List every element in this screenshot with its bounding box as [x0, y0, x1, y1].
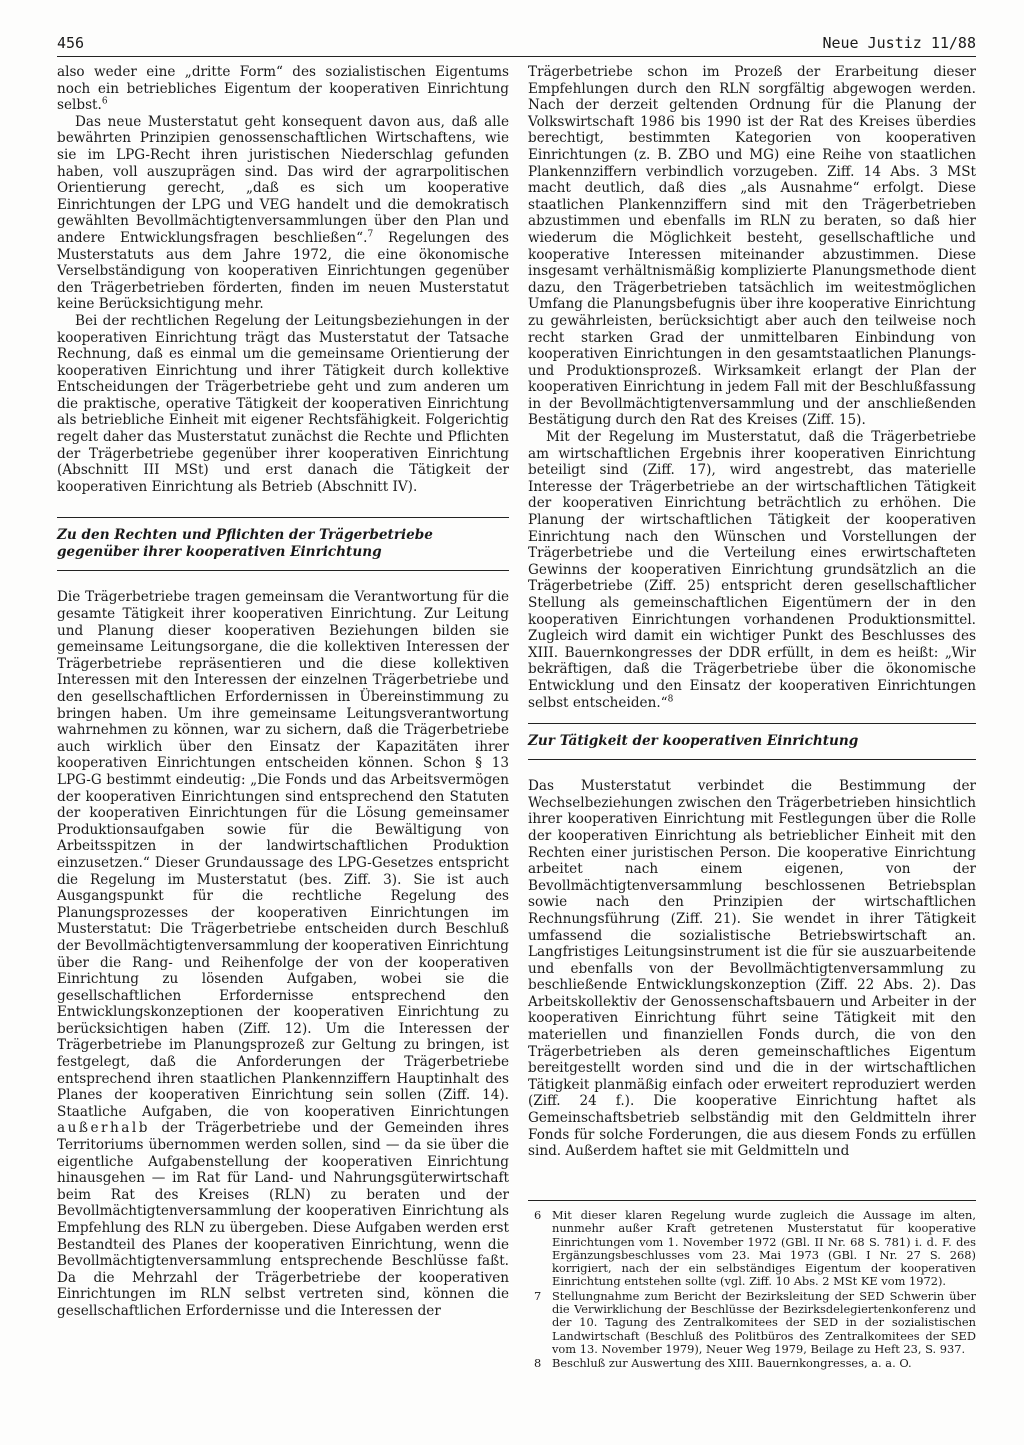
section-heading: Zu den Rechten und Pflichten der Trägerbetriebe gegenüber ihrer kooperativen Einrichtung	[57, 517, 509, 571]
page-number: 456	[57, 34, 85, 52]
footnote: 7 Stellungnahme zum Bericht der Bezirksleitung der SED Schwerin über die Verwirklichung der Beschlüsse der Bezirksdelegiertenkonferenz und der 10. Tagung des Zentralkomitees der SED in der sozialistischen Landwirtschaft (Beschluß des Politbüros des Zentralkomitees der SED vom 13. November 1979), Neuer Weg 1979, Beilage zu Heft 23, S. 937.	[534, 1288, 976, 1356]
footnote-ref: 8	[667, 694, 674, 705]
paragraph: Die Trägerbetriebe tragen gemeinsam die Verantwortung für die gesamte Tätigkeit ihrer kooperativen Einrichtung. Zur Leitung und Planung dieser kooperativen Beziehungen bilden sie gemeinsame Leitungsorgane, die die kollektiven Interessen der Trägerbetriebe repräsentieren und die diese kollektiven Interessen mit den Interessen der einzelnen Trägerbetriebe und den gesellschaftlichen Erfordernissen in Übereinstimmung zu bringen haben. Um ihre gemeinsame Leitungsverantwortung wahrnehmen zu können, war zu sichern, daß die Trägerbetriebe auch wirklich über den Einsatz der Kapazitäten ihrer kooperativen Einrichtungen entscheiden können. Schon § 13 LPG-G bestimmt eindeutig: „Die Fonds und das Arbeitsvermögen der kooperativen Einrichtungen sind entsprechend den Statuten der kooperativen Einrichtungen für die Lösung gemeinsamer Produktionsaufgaben sowie für die Bewältigung von Arbeitsspitzen in der landwirtschaftlichen Produktion einzusetzen.“ Dieser Grundaussage des LPG-Gesetzes entspricht die Regelung im Musterstatut (bes. Ziff. 3). Sie ist auch Ausgangspunkt für die rechtliche Regelung des Planungsprozesses der kooperativen Einrichtungen im Musterstatut: Die Trägerbetriebe entscheiden durch Beschluß der Bevollmächtigtenversammlung der kooperativen Einrichtung über die Rang- und Reihenfolge der von der kooperativen Einrichtung zu lösenden Aufgaben, wobei sie die gesellschaftlichen Erfordernisse entsprechend den Entwicklungskonzeptionen der kooperativen Einrichtung zu berücksichtigen haben (Ziff. 12). Um die Interessen der Trägerbetriebe im Planungsprozeß zur Geltung zu bringen, ist festgelegt, daß die Anforderungen der Trägerbetriebe entsprechend ihren staatlichen Plankennziffern Hauptinhalt des Planes der kooperativen Einrichtung sein sollen (Ziff. 14). Staatliche Aufgaben, die von kooperativen Einrichtungen außerhalb der Trägerbetriebe und der Gemeinden ihres Territoriums übernommen werden sollen, sind — da sie über die eigentliche Aufgabenstellung der kooperativen Einrichtung hinausgehen — im Rat für Land- und Nahrungsgüterwirtschaft beim Rat des Kreises (RLN) zu beraten und der Bevollmächtigtenversammlung der kooperativen Einrichtung als Empfehlung des RLN zu übergeben. Diese Aufgaben werden erst Bestandteil des Planes der kooperativen Einrichtung, wenn die Bevollmächtigtenversammlung entsprechende Beschlüsse faßt. Da die Mehrzahl der Trägerbetriebe der kooperativen Einrichtungen im RLN selbst vertreten sind, können die gesellschaftlichen Erfordernisse und die Interessen der	[57, 589, 509, 1319]
paragraph: Das neue Musterstatut geht konsequent davon aus, daß alle bewährten Prinzipien genossenschaftlichen Wirtschaftens, wie sie im LPG-Recht ihren juristischen Niederschlag gefunden haben, voll auszuprägen sind. Das wird der agrarpolitischen Orientierung gerecht, „daß es sich um kooperative Einrichtungen der LPG und VEG handelt und die demokratisch gewählten Bevollmächtigtenversammlungen über den Plan und andere Entwicklungsfragen beschließen“.$^7$ Regelungen des Musterstatuts aus dem Jahre 1972, die eine ökonomische Verselbständigung von kooperativen Einrichtungen gegenüber den Trägerbetrieben förderten, finden im neuen Musterstatut keine Berücksichtigung mehr.	[57, 113, 509, 313]
right-column	[528, 64, 976, 1160]
paragraph: Bei der rechtlichen Regelung der Leitungsbeziehungen in der kooperativen Einrichtung trägt das Musterstatut der Tatsache Rechnung, daß es einmal um die gemeinsame Orientierung der kooperativen Einrichtung und ihrer Tätigkeit durch kollektive Entscheidungen der Trägerbetriebe geht und zum anderen um die praktische, operative Tätigkeit der kooperativen Einrichtung als betriebliche Einheit mit eigener Rechtsfähigkeit. Folgerichtig regelt daher das Musterstatut zunächst die Rechte und Pflichten der Trägerbetriebe gegenüber ihrer kooperativen Einrichtung (Abschnitt III MSt) und erst danach die Tätigkeit der kooperativen Einrichtung als Betrieb (Abschnitt IV).	[57, 312, 509, 495]
page-header	[57, 28, 976, 57]
footnotes	[528, 1200, 976, 1372]
footnote-ref: 7	[367, 229, 374, 240]
section-heading: Zur Tätigkeit der kooperativen Einrichtung	[528, 723, 976, 760]
paragraph: Mit der Regelung im Musterstatut, daß die Trägerbetriebe am wirtschaftlichen Ergebnis ihrer kooperativen Einrichtung beteiligt sind (Ziff. 17), wird angestrebt, das materielle Interesse der Trägerbetriebe an der wirtschaftlichen Tätigkeit der kooperativen Einrichtung beträchtlich zu erhöhen. Die Planung der wirtschaftlichen Tätigkeit der kooperativen Einrichtung nach den Wünschen und Vorstellungen der Trägerbetriebe und die Verteilung eines erwirtschafteten Gewinns der kooperativen Einrichtung grundsätzlich an die Trägerbetriebe (Ziff. 25) entspricht deren gesellschaftlicher Stellung als gemeinschaftlichen Eigentümern der in den kooperativen Einrichtungen vorhandenen Produktionsmittel. Zugleich wird damit ein wichtiger Punkt des Beschlusses des XIII. Bauernkongresses der DDR erfüllt, in dem es heißt: „Wir bekräftigen, daß die Trägerbetriebe über die ökonomische Entwicklung und den Einsatz der kooperativen Einrichtungen selbst entscheiden.“$^8$	[528, 429, 976, 711]
spaced-word: außerhalb	[57, 1120, 150, 1137]
footnote-ref: 6	[101, 96, 108, 107]
left-column	[57, 64, 509, 1320]
paragraph: also weder eine „dritte Form“ des sozialistischen Eigentums noch ein betriebliches Eigentum der kooperativen Einrichtung selbst.$^6$	[57, 64, 509, 114]
footnote: 8 Beschluß zur Auswertung des XIII. Bauernkongresses, a. a. O.	[534, 1356, 912, 1371]
footnote: 6 Mit dieser klaren Regelung wurde zugleich die Aussage im alten, nunmehr außer Kraft getretenen Musterstatut für kooperative Einrichtungen vom 1. November 1972 (GBl. II Nr. 68 S. 781) i. d. F. des Ergänzungsbeschlusses vom 23. Mai 1973 (GBl. I Nr. 27 S. 268) korrigiert, nach der ein selbständiges Eigentum der kooperativen Einrichtung entstehen sollte (vgl. Ziff. 10 Abs. 2 MSt KE vom 1972).	[534, 1208, 976, 1289]
paragraph: Trägerbetriebe schon im Prozeß der Erarbeitung dieser Empfehlungen durch den RLN sorgfältig abgewogen werden. Nach der derzeit geltenden Ordnung für die Planung der Volkswirtschaft 1986 bis 1990 ist der Rat des Kreises überdies berechtigt, bestimmten Kategorien von kooperativen Einrichtungen (z. B. ZBO und MG) eine Reihe von staatlichen Plankennziffern verbindlich vorzugeben. Ziff. 14 Abs. 3 MSt macht deutlich, daß dies „als Ausnahme“ erfolgt. Diese staatlichen Plankennziffern sind mit den Trägerbetrieben abzustimmen und ebenfalls im RLN zu beraten, so daß hier wiederum die Möglichkeit besteht, gesellschaftliche und kooperative Interessen miteinander abzustimmen. Diese insgesamt verhältnismäßig komplizierte Planungsmethode dient dazu, den Trägerbetrieben tatsächlich im weitestmöglichen Umfang die Planungsbefugnis über ihre kooperative Einrichtung zu gewährleisten, berücksichtigt aber auch den teilweise noch recht starken Grad der unmittelbaren Einbindung von kooperativen Einrichtungen in den gesamtstaatlichen Planungs- und Produktionsprozeß. Wirksamkeit erlangt der Plan der kooperativen Einrichtung in jedem Fall mit der Beschlußfassung in der Bevollmächtigtenversammlung und der anschließenden Bestätigung durch den Rat des Kreises (Ziff. 15).	[528, 64, 976, 429]
journal-issue: Neue Justiz 11/88	[822, 34, 976, 52]
paragraph: Das Musterstatut verbindet die Bestimmung der Wechselbeziehungen zwischen den Trägerbetrieben hinsichtlich ihrer kooperativen Einrichtung mit Festlegungen über die Rolle der kooperativen Einrichtung als betrieblicher Einheit mit den Rechten einer juristischen Person. Die kooperative Einrichtung arbeitet nach einem eigenen, von der Bevollmächtigtenversammlung beschlossenen Betriebsplan sowie nach den Prinzipien der wirtschaftlichen Rechnungsführung (Ziff. 21). Sie wendet in ihrer Tätigkeit umfassend die sozialistische Betriebswirtschaft an. Langfristiges Leitungsinstrument ist die für sie auszuarbeitende und ebenfalls von der Bevollmächtigtenversammlung zu beschließende Entwicklungskonzeption (Ziff. 22 Abs. 2). Das Arbeitskollektiv der Genossenschaftsbauern und Arbeiter in der kooperativen Einrichtung führt seine Tätigkeit mit den materiellen und finanziellen Fonds durch, die von den Trägerbetrieben als deren gemeinschaftliches Eigentum bereitgestellt worden sind und die in der wirtschaftlichen Tätigkeit planmäßig einfach oder erweitert reproduziert werden (Ziff. 24 f.). Die kooperative Einrichtung haftet als Gemeinschaftsbetrieb selbständig mit den Geldmitteln ihrer Fonds für solche Forderungen, die aus diesem Fonds zu erfüllen sind. Außerdem haftet sie mit Geldmitteln und	[528, 778, 976, 1160]
